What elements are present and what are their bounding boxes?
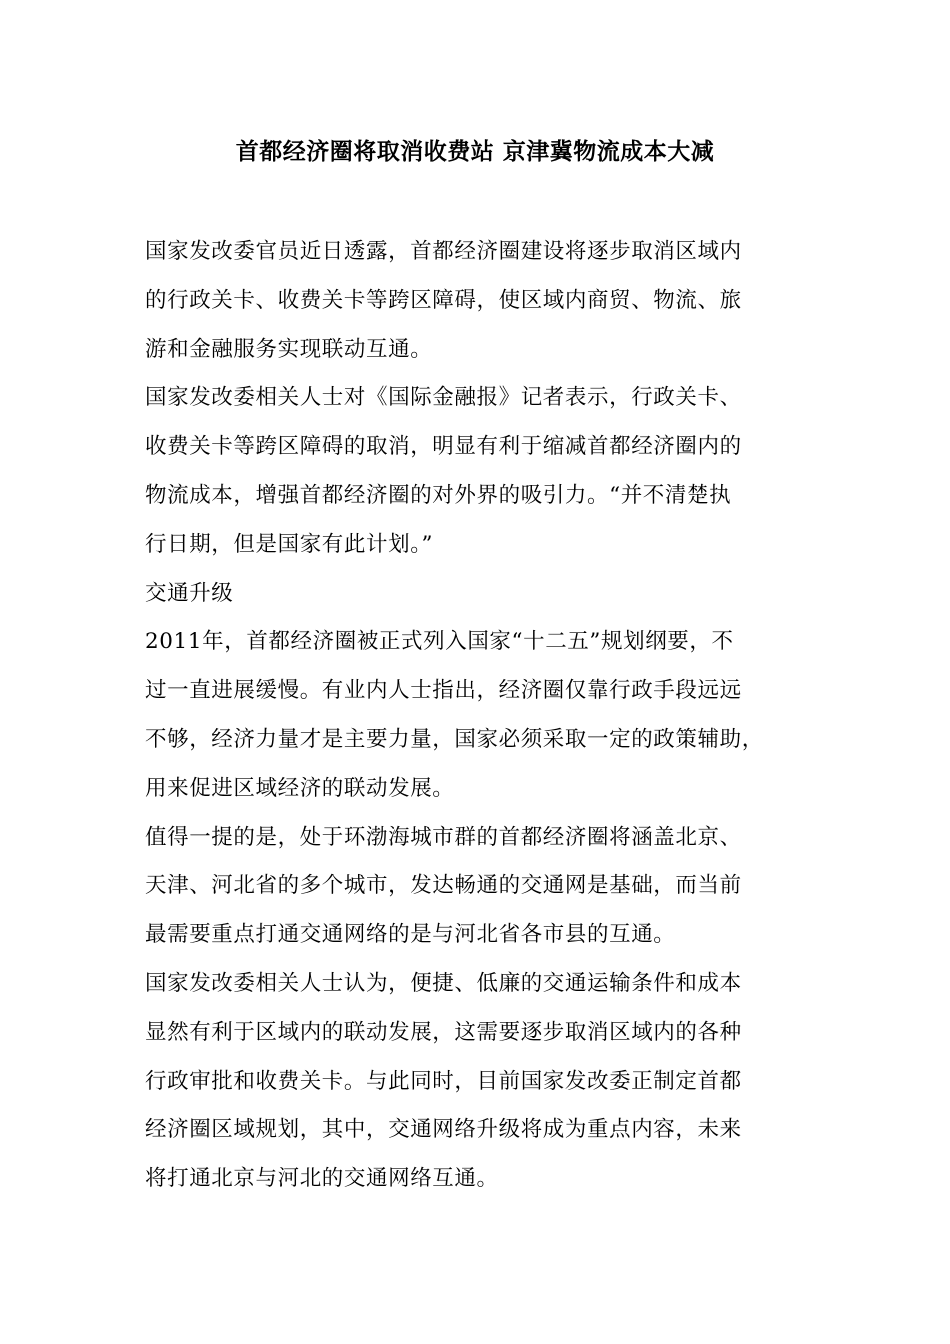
text-line: 收费关卡等跨区障碍的取消，明显有利于缩减首都经济圈内的 <box>145 434 742 460</box>
text-line: 过一直进展缓慢。有业内人士指出，经济圈仅靠行政手段远远 <box>145 678 742 704</box>
text-line: 的行政关卡、收费关卡等跨区障碍，使区域内商贸、物流、旅 <box>145 287 742 313</box>
text-line: 用来促进区域经济的联动发展。 <box>145 775 455 801</box>
text-line: 值得一提的是，处于环渤海城市群的首都经济圈将涵盖北京、 <box>145 824 742 850</box>
text-line: 游和金融服务实现联动互通。 <box>145 336 433 362</box>
text-line: 经济圈区域规划，其中，交通网络升级将成为重点内容，未来 <box>145 1117 742 1143</box>
text-line: 最需要重点打通交通网络的是与河北省各市县的互通。 <box>145 922 676 948</box>
article-body <box>145 228 835 1204</box>
section-heading: 交通升级 <box>145 580 234 606</box>
text-line: 显然有利于区域内的联动发展，这需要逐步取消区域内的各种 <box>145 1019 742 1045</box>
text-line: 国家发改委相关人士对《国际金融报》记者表示，行政关卡、 <box>145 385 742 411</box>
text-line: 物流成本，增强首都经济圈的对外界的吸引力。“并不清楚执 <box>145 482 732 508</box>
text-line: 2011年，首都经济圈被正式列入国家“十二五”规划纲要，不 <box>145 629 734 655</box>
text-line: 国家发改委官员近日透露，首都经济圈建设将逐步取消区域内 <box>145 239 742 264</box>
article-title: 首都经济圈将取消收费站 京津冀物流成本大减 <box>235 138 715 165</box>
text-line: 天津、河北省的多个城市，发达畅通的交通网是基础，而当前 <box>145 873 742 899</box>
text-line: 行政审批和收费关卡。与此同时，目前国家发改委正制定首都 <box>145 1068 742 1094</box>
text-line: 将打通北京与河北的交通网络互通。 <box>145 1166 499 1192</box>
text-line: 不够，经济力量才是主要力量，国家必须采取一定的政策辅助， <box>145 726 764 752</box>
text-line: 行日期，但是国家有此计划。” <box>145 531 434 557</box>
text-line: 国家发改委相关人士认为，便捷、低廉的交通运输条件和成本 <box>145 970 742 996</box>
